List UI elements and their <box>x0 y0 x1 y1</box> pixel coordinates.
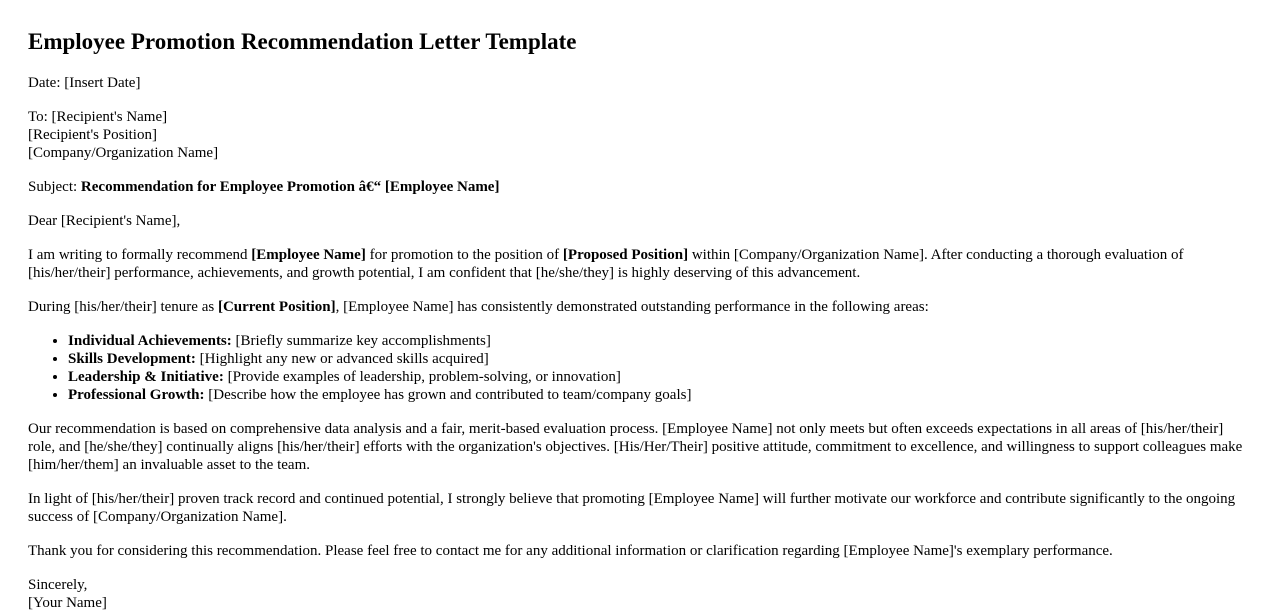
recipient-block <box>28 108 1250 162</box>
area-text: [Highlight any new or advanced skills acquired] <box>195 351 489 367</box>
subject-line <box>28 178 1250 196</box>
para1-employee-name: [Employee Name] <box>251 247 366 263</box>
area-text: [Describe how the employee has grown and contributed to team/company goals] <box>204 387 692 403</box>
para1-text-1: I am writing to formally recommend <box>28 247 252 263</box>
area-text: [Provide examples of leadership, problem-solving, or innovation] <box>223 369 621 385</box>
area-text: [Briefly summarize key accomplishments] <box>231 333 491 349</box>
recipient-position: [Recipient's Position] <box>28 127 157 143</box>
list-item <box>68 350 1250 368</box>
list-item <box>68 332 1250 350</box>
subject-label: Subject: <box>28 179 78 195</box>
area-label: Leadership & Initiative: <box>68 369 224 385</box>
para2-current-position: [Current Position] <box>217 299 336 315</box>
paragraph-belief: In light of [his/her/their] proven track record and continued potential, I strongly believe that promoting [Employee Name] will further motivate our workforce and contribute significantly to the ongoing success of [Company/Organization Name]. <box>28 491 1236 525</box>
area-label: Individual Achievements: <box>68 333 232 349</box>
para2-text-1: During [his/her/their] tenure as <box>28 299 218 315</box>
date-value: [Insert Date] <box>64 75 141 91</box>
date-line <box>28 74 1250 92</box>
signature-name: [Your Name] <box>28 595 107 611</box>
recipient-name: [Recipient's Name] <box>51 109 168 125</box>
paragraph-evaluation: Our recommendation is based on comprehensive data analysis and a fair, merit-based evaluation process. [Employee Name] not only meets but often exceeds expectations in all areas of [his/her/their] role, and [he/she/they] continually aligns [his/her/their] efforts with the organization's objectives. [His/Her/Their] positive attitude, commitment to excellence, and willingness to support colleagues make [him/her/them] an invaluable asset to the team. <box>28 421 1243 473</box>
performance-areas-list <box>28 332 1250 404</box>
para1-text-3: within [Company/Organization Name]. After conducting a thorough evaluation of [his/her/their] performance, achievements, and growth potential, I am confident that [he/she/they] is highly deserving of this advancement. <box>28 247 1184 281</box>
para1-text-2: for promotion to the position of <box>365 247 563 263</box>
list-item <box>68 386 1250 404</box>
page-title: Employee Promotion Recommendation Letter Template <box>28 29 577 54</box>
salutation: Dear [Recipient's Name], <box>28 213 181 229</box>
paragraph-recommendation <box>28 246 1250 282</box>
paragraph-tenure <box>28 298 1250 316</box>
closing: Sincerely, <box>28 577 88 593</box>
date-label: Date: <box>28 75 61 91</box>
to-label: To: <box>28 109 48 125</box>
area-label: Skills Development: <box>68 351 196 367</box>
closing-block <box>28 576 1250 612</box>
para2-text-2: , [Employee Name] has consistently demonstrated outstanding performance in the following areas: <box>335 299 929 315</box>
para1-proposed-position: [Proposed Position] <box>562 247 689 263</box>
list-item <box>68 368 1250 386</box>
subject-text: Recommendation for Employee Promotion â€“ [Employee Name] <box>80 179 500 195</box>
area-label: Professional Growth: <box>68 387 205 403</box>
recipient-company: [Company/Organization Name] <box>28 145 219 161</box>
paragraph-thanks: Thank you for considering this recommendation. Please feel free to contact me for any additional information or clarification regarding [Employee Name]'s exemplary performance. <box>28 543 1113 559</box>
